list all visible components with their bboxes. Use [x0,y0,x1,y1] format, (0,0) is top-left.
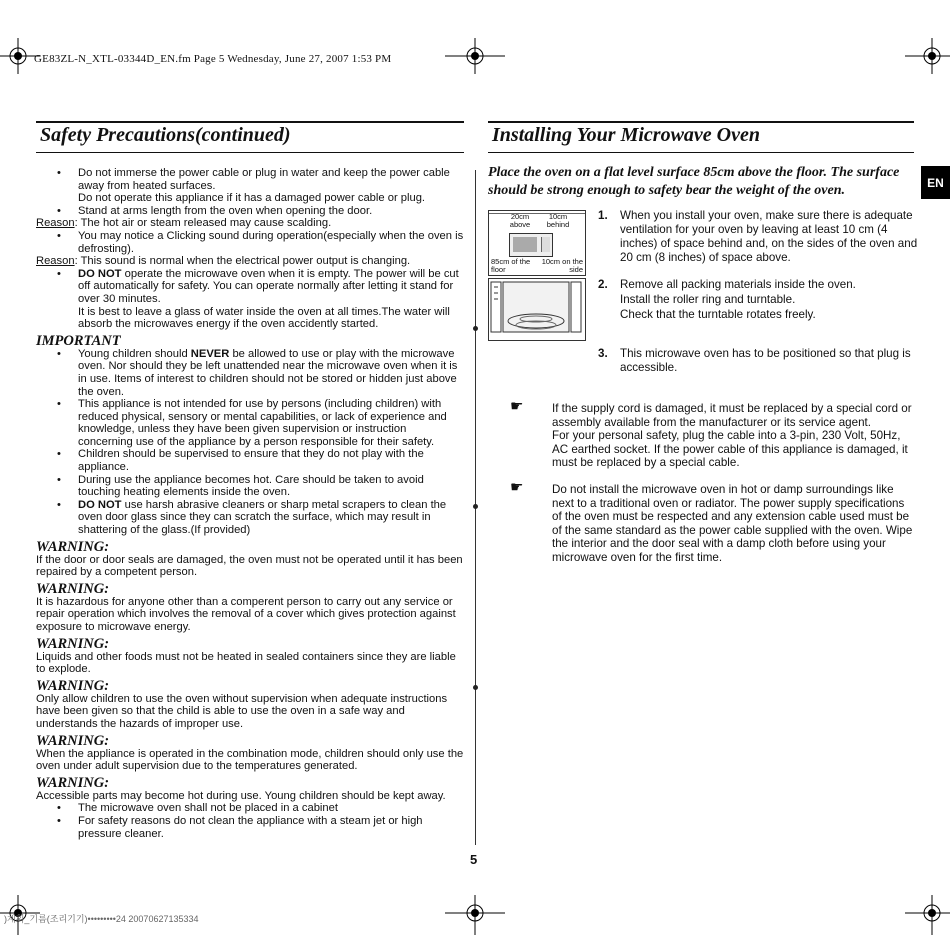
registration-mark-icon [905,38,950,74]
title-rule-top [36,121,464,123]
warning-heading: WARNING: [36,732,110,749]
safety-content [36,167,464,840]
right-section-title: Installing Your Microwave Oven [492,124,760,146]
bullet-text: For safety reasons do not clean the appliance with a steam jet or high pressure cleaner. [78,814,423,840]
turntable-figure [488,278,586,341]
bullet-text: Children should be supervised to ensure that they do not play with the appliance. [78,448,424,474]
registration-mark-icon [445,38,505,74]
registration-mark-icon [445,895,505,935]
step-number: 2. [598,278,608,291]
title-rule-top [488,121,914,123]
step-text: This microwave oven has to be positioned so that plug is accessible. [620,347,911,374]
list-item: • This appliance is not intended for use by persons (including children) with reduced physical, sensory or mental capabilities, or lack of experience and knowledge, unless they have been given supervision or instruction concerning use of the appliance by a person responsible for their safety. [57,398,447,448]
title-rule-bottom [488,152,914,153]
clearance-figure [488,210,586,276]
list-item: • DO NOT operate the microwave oven when it is empty. The power will be cut off automatically for safety. You can operate normally after letting it stand for over 30 minutes. [57,267,459,305]
left-section-title: Safety Precautions(continued) [40,124,291,146]
divider-dot [473,326,478,331]
note-text: For your personal safety, plug the cable into a 3-pin, 230 Volt, 50Hz, AC earthed socket. If the power cable of this appliance is damaged, it must be replaced by a special cable. [552,429,908,470]
step-text: When you install your oven, make sure there is adequate ventilation for your oven by leaving at least 10 cm (4 inches) of space behind and, on the sides of the oven and 20 cm (8 inches) of space above. [620,209,918,264]
file-header: GE83ZL-N_XTL-03344D_EN.fm Page 5 Wednesday, June 27, 2007 1:53 PM [34,53,392,65]
language-tab: EN [921,166,950,199]
pointing-hand-icon: ☛ [510,398,524,415]
bullet-text: operate the microwave oven when it is empty. The power will be cut off automatically for safety. You can operate normally after letting it stand for over 30 minutes. [78,267,459,305]
reason-text: : This sound is normal when the electrical power output is changing. [74,255,411,268]
reason-line [36,217,464,230]
bullet-text: use harsh abrasive cleaners or sharp metal scrapers to clean the oven door glass since they can scratch the surface, which may result in shattering of the glass.(If provided) [78,498,447,537]
warning-heading: WARNING: [36,774,110,791]
list-item: • During use the appliance becomes hot. Care should be taken to avoid touching heating elements inside the oven. [57,473,424,499]
step-text [598,278,918,322]
figure-label-above: 20cm above [509,212,531,229]
note-text: Do not install the microwave oven in hot or damp surroundings like next to a traditional oven or radiator. The power supply specifications of the oven must be respected and any extension cable used must be of the same standard as the power cable supplied with the oven. Wipe the interior and the door seal with a damp cloth before using your microwave oven for the first time. [552,483,913,564]
bold-text: DO NOT [78,267,122,280]
step-line: Check that the turntable rotates freely. [620,308,816,321]
bullet-text: It is best to leave a glass of water inside the oven at all times.The water will absorb the microwaves energy if the oven accidently started. [78,305,450,331]
bullet-text: During use the appliance becomes hot. Care should be taken to avoid touching heating elements inside the oven. [78,473,424,499]
warning-heading: WARNING: [36,677,110,694]
warning-heading: WARNING: [36,580,110,597]
warning-text: It is hazardous for anyone other than a comperent person to carry out any service or repair operation which involves the removal of a cover which gives protection against exposure to microwave energy. [36,595,456,633]
bullet-text: Young children should [78,347,191,360]
install-intro: Place the oven on a flat level surface 85cm above the floor. The surface should be strong enough to safety bear the weight of the oven. [488,165,900,198]
title-rule-bottom [36,152,464,153]
figure-label-side: 10cm on the side [541,257,583,274]
reason-label: Reason [36,217,75,230]
list-item: • The microwave oven shall not be placed in a cabinet [57,802,338,815]
reason-label: Reason [36,255,75,268]
bullet-text: You may notice a Clicking sound during operation(especially when the oven is defrosting). [78,229,464,255]
divider-dot [473,685,478,690]
step-line: Install the roller ring and turntable. [620,293,796,306]
bullet-text: Do not immerse the power cable or plug in water and keep the power cable away from heated surfaces. [78,167,450,192]
warning-heading: WARNING: [36,538,110,555]
figure-label-floor: 85cm of the floor [491,257,531,274]
page-number: 5 [470,852,478,867]
list-item: • Do not immerse the power cable or plug in water and keep the power cable away from heated surfaces. [57,167,450,192]
bold-text: DO NOT [78,498,122,511]
reason-line [36,255,464,268]
list-item: • DO NOT use harsh abrasive cleaners or sharp metal scrapers to clean the oven door glass since they can scratch the surface, which may result in shattering of the glass.(If provided) [57,498,447,537]
oven-outline [509,233,553,257]
list-item: • Children should be supervised to ensure that they do not play with the appliance. [57,448,424,474]
step-number: 1. [598,209,608,222]
footer-code: )계획_기름(조리기기)•••••••••24 20070627135334 [4,914,199,924]
bullet-text: This appliance is not intended for use by persons (including children) with reduced physical, sensory or mental capabilities, or lack of experience and knowledge, unless they have been given supervision or instruction concerning use of the appliance by a person responsible for their safety. [78,398,447,448]
step-line: Remove all packing materials inside the oven. [620,278,856,291]
bold-text: NEVER [190,347,230,360]
note-installation [510,479,915,565]
registration-mark-icon [905,895,950,935]
warning-text: Only allow children to use the oven without supervision when adequate instructions have been given so that the child is able to use the oven in a safe way and understands the hazards of improper use. [36,692,448,730]
figure-label-behind: 10cm behind [546,212,570,229]
warning-text: Liquids and other foods must not be heated in sealed containers since they are liable to explode. [36,650,456,676]
bullet-text: The microwave oven shall not be placed in a cabinet [78,802,338,815]
install-step-1 [598,209,918,265]
bullet-text: Do not operate this appliance if it has a damaged power cable or plug. [78,192,426,205]
note-power-cord [510,398,915,470]
pointing-hand-icon: ☛ [510,479,524,496]
divider-dot [473,504,478,509]
important-heading: IMPORTANT [36,332,121,349]
warning-text: When the appliance is operated in the combination mode, children should only use the oven under adult supervision due to the temperatures generated. [36,747,464,773]
step-number: 3. [598,347,608,360]
list-item: • You may notice a Clicking sound during operation(especially when the oven is defrosting). [57,229,464,255]
install-step-3 [598,347,918,375]
bullet-text: Stand at arms length from the oven when opening the door. [78,204,373,217]
warning-text: If the door or door seals are damaged, the oven must not be operated until it has been repaired by a competent person. [36,553,463,579]
turntable-icon [489,279,585,340]
list-item: • For safety reasons do not clean the appliance with a steam jet or high pressure cleaner. [57,814,423,840]
list-item: • Stand at arms length from the oven when opening the door. [57,204,373,217]
bullet-text: be allowed to use or play with the microwave oven. Nor should they be left unattended near the microwave oven when it is in use. Items of interest to children should not be stored or hidden just above the oven. [78,347,458,398]
install-step-2 [598,278,918,322]
warning-text: Accessible parts may become hot during use. Young children should be kept away. [36,789,446,802]
warning-heading: WARNING: [36,635,110,652]
list-item: • Young children should NEVER be allowed to use or play with the microwave oven. Nor should they be left unattended near the microwave oven when it is in use. Items of interest to children should not be stored or hidden just above the oven. [57,347,458,398]
note-text: If the supply cord is damaged, it must be replaced by a special cord or assembly available from the manufacturer or its service agent. [552,402,912,429]
reason-text: : The hot air or steam released may cause scalding. [74,217,332,230]
